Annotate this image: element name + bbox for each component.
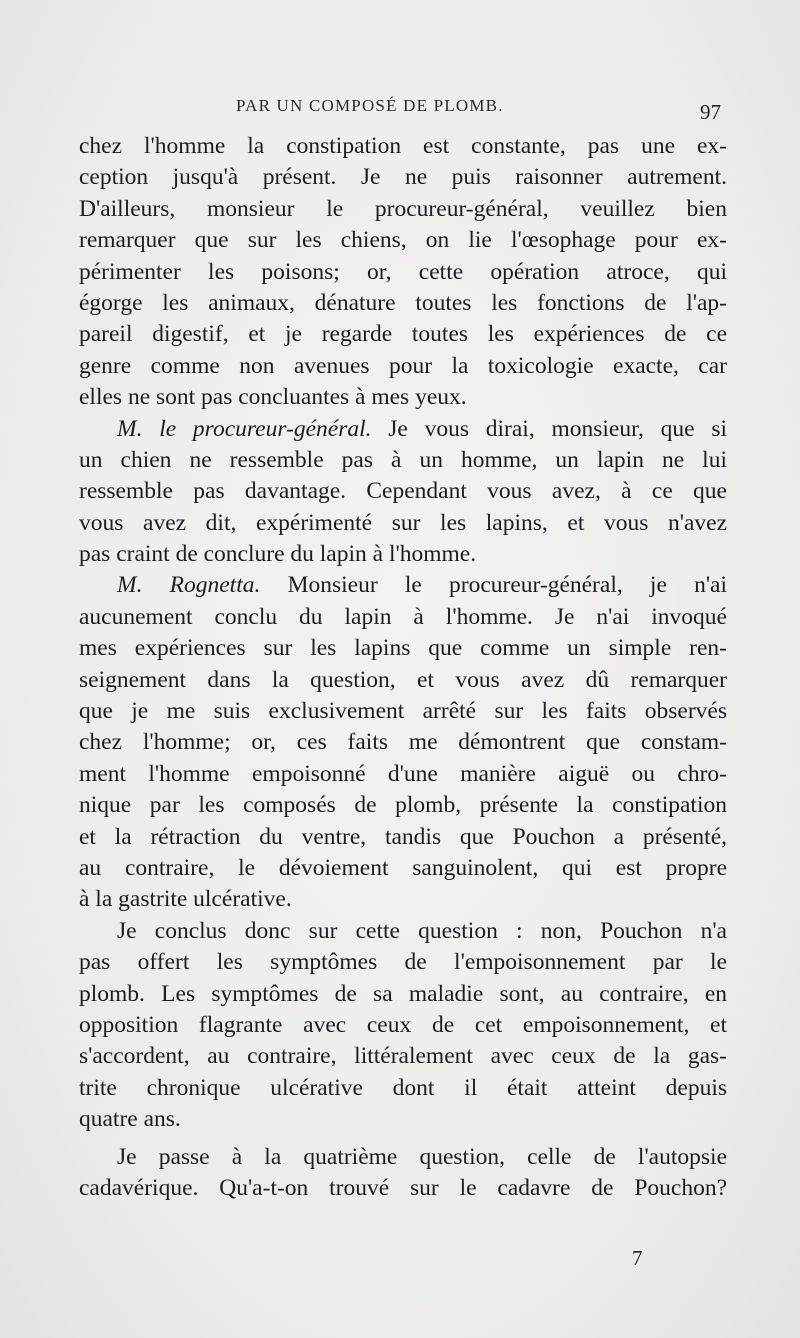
text-line: vous avez dit, expérimenté sur les lapins, et vous n'avez	[79, 509, 727, 536]
text-line: plomb. Les symptômes de sa maladie sont, au contraire, en	[79, 980, 727, 1007]
text-line: opposition flagrante avec ceux de cet empoisonnement, et	[79, 1011, 727, 1038]
text-line: pareil digestif, et je regarde toutes les expériences de ce	[79, 321, 727, 348]
dialogue-line	[79, 570, 727, 601]
text-line: seignement dans la question, et vous avez dû remarquer	[79, 666, 727, 693]
text-line: pas offert les symptômes de l'empoisonnement par le	[79, 949, 727, 976]
signature-mark: 7	[632, 1246, 643, 1270]
text-line: D'ailleurs, monsieur le procureur-général, veuillez bien	[79, 195, 727, 222]
text-line: nique par les composés de plomb, présente la constipation	[79, 792, 727, 819]
text-line: au contraire, le dévoiement sanguinolent, qui est propre	[79, 854, 727, 881]
text-line: cadavérique. Qu'a-t-on trouvé sur le cadavre de Pouchon?	[79, 1174, 727, 1201]
text-line: un chien ne ressemble pas à un homme, un lapin ne lui	[79, 446, 727, 473]
text-line: Je conclus donc sur cette question : non, Pouchon n'a	[117, 917, 727, 944]
text-line: trite chronique ulcérative dont il était atteint depuis	[79, 1074, 727, 1101]
text-line: quatre ans.	[79, 1106, 181, 1133]
page-number: 97	[700, 100, 721, 124]
speaker-name: M. Rognetta.	[117, 572, 261, 599]
text-line: et la rétraction du ventre, tandis que Pouchon a présenté,	[79, 823, 727, 850]
text-line: que je me suis exclusivement arrêté sur les faits observés	[79, 698, 727, 725]
text-line: remarquer que sur les chiens, on lie l'œsophage pour ex-	[79, 227, 727, 254]
text-line: Je passe à la quatrième question, celle de l'autopsie	[117, 1143, 727, 1170]
text-line: à la gastrite ulcérative.	[79, 886, 292, 913]
body-text	[79, 131, 727, 1204]
text-line: mes expériences sur les lapins que comme un simple ren-	[79, 635, 727, 662]
speech-text: Monsieur le procureur-général, je n'ai	[287, 572, 728, 599]
text-line: égorge les animaux, dénature toutes les fonctions de l'ap-	[79, 289, 727, 316]
text-line: aucunement conclu du lapin à l'homme. Je n'ai invoqué	[79, 603, 727, 630]
text-line: chez l'homme la constipation est constante, pas une ex-	[79, 133, 727, 159]
text-line: ressemble pas davantage. Cependant vous avez, à ce que	[79, 478, 727, 505]
text-line: ception jusqu'à présent. Je ne puis raisonner autrement.	[79, 164, 727, 191]
text-line: ment l'homme empoisonné d'une manière aiguë ou chro-	[79, 760, 727, 787]
text-line: elles ne sont pas concluantes à mes yeux.	[79, 384, 467, 411]
text-line: chez l'homme; or, ces faits me démontrent que constam-	[79, 729, 727, 756]
speaker-name: M. le procureur-général.	[117, 415, 372, 442]
text-line: pas craint de conclure du lapin à l'homme.	[79, 541, 477, 568]
text-line: périmenter les poisons; or, cette opération atroce, qui	[79, 258, 727, 285]
dialogue-line	[79, 414, 727, 445]
speech-text: Je vous dirai, monsieur, que si	[388, 415, 727, 442]
text-line: genre comme non avenues pour la toxicologie exacte, car	[79, 352, 727, 379]
running-head: PAR UN COMPOSÉ DE PLOMB.	[236, 96, 504, 115]
text-line: s'accordent, au contraire, littéralement avec ceux de la gas-	[79, 1043, 727, 1070]
